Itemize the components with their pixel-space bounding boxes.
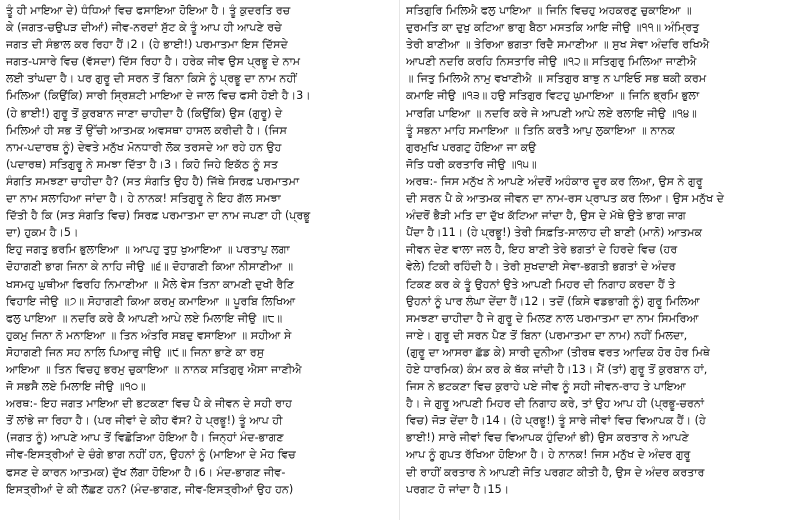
text-line: (ਜਗਤ ਨੂੰ) ਆਪਣੇ ਆਪ ਤੋਂ ਵਿਛੋੜਿਆ ਹੋਇਆ ਹੈ। ਜਿਨ੍ਹਾਂ ਮੰਦ-ਭਾਗਣ xyxy=(6,431,284,445)
text-line: ਦਿੱਤੀ ਹੈ ਕਿ (ਸਤ ਸੰਗਤਿ ਵਿਚ) ਸਿਰਫ਼ ਪਰਮਾਤਮਾ ਦਾ ਨਾਮ ਜਪਣਾ ਹੀ (ਪ੍ਰਭੂ xyxy=(6,209,311,223)
text-line: ਸਤਿਗੁਰਿ ਮਿਲਿਐ ਫਲੁ ਪਾਇਆ ॥ ਜਿਨਿ ਵਿਚਹੁ ਅਹਕਰਣੁ ਚੁਕਾਇਆ ॥ xyxy=(406,4,692,17)
text-line: (ਹੇ ਭਾਈ!) ਗੁਰੂ ਤੋਂ ਕੁਰਬਾਨ ਜਾਣਾ ਚਾਹੀਦਾ ਹੈ (ਕਿਉਂਕਿ) ਉਸ (ਗੁਰੂ) ਦੇ xyxy=(6,106,283,120)
text-line: ਦੋਹਾਗਣੀ ਭਾਗ ਜਿਨਾ ਕੇ ਨਾਹਿ ਜੀਉ ॥੬॥ ਦੋਹਾਗਣੀ ਕਿਆ ਨੀਸਾਣੀਆ ॥ xyxy=(6,260,294,274)
text-line: ਪਰਗਟ ਹੋ ਜਾਂਦਾ ਹੈ।15। xyxy=(406,482,510,496)
text-line: ਇਸਤ੍ਰੀਆਂ ਦੇ ਕੀ ਲੱਛਣ ਹਨ? (ਮੰਦ-ਭਾਗਣ, ਜੀਵ-ਇਸਤ੍ਰੀਆਂ ਉਹ ਹਨ) xyxy=(6,482,294,496)
column-divider xyxy=(399,0,400,520)
text-line: ਵਿਹਾਇ ਜੀਉ ॥੭॥ ਸੋਹਾਗਣੀ ਕਿਆ ਕਰਮੁ ਕਮਾਇਆ ॥ ਪੂਰਬਿ ਲਿਖਿਆ xyxy=(6,294,296,308)
text-line: ਉਹਨਾਂ ਨੂੰ ਪਾਰ ਲੰਘਾ ਦੇਂਦਾ ਹੈਂ।12। ਤਦੋਂ (ਕਿਸੇ ਵਡਭਾਗੀ ਨੂੰ) ਗੁਰੂ ਮਿਲਿਆ xyxy=(406,294,700,308)
text-line: ਅਰਥ:- ਜਿਸ ਮਨੁੱਖ ਨੇ ਆਪਣੇ ਅੰਦਰੋਂ ਅਹੰਕਾਰ ਦੂਰ ਕਰ ਲਿਆ, ਉਸ ਨੇ ਗੁਰੂ xyxy=(406,174,703,188)
text-line: ਮਿਲਿਆ (ਕਿਉਂਕਿ) ਸਾਰੀ ਸ੍ਰਿਸ਼ਟੀ ਮਾਇਆ ਦੇ ਜਾਲ ਵਿਚ ਫਸੀ ਹੋਈ ਹੈ।3। xyxy=(6,89,311,103)
text-line: ਜੀਵ-ਇਸਤ੍ਰੀਆਂ ਦੇ ਚੰਗੇ ਭਾਗ ਨਹੀਂ ਹਨ, ਉਹਨਾਂ ਨੂੰ (ਮਾਇਆ ਦੇ ਮੋਹ ਵਿਚ xyxy=(6,448,296,462)
text-line: ਮਾਰਗਿ ਪਾਇਆ ॥ ਨਦਰਿ ਕਰੇ ਜੇ ਆਪਣੀ ਆਪੇ ਲਏ ਰਲਾਇ ਜੀਉ ॥੧੪॥ xyxy=(406,106,697,120)
text-line: ਗੁਰਮੁਖਿ ਪਰਗਟੁ ਹੋਇਆ ਜਾ ਕਉ xyxy=(406,140,537,154)
text-line: ਨਾਮ-ਪਦਾਰਥ ਨੂੰ) ਦੇਵਤੇ ਮਨੁੱਖ ਮੋਨਧਾਰੀ ਲੋਕ ਤਰਸਦੇ ਆ ਰਹੇ ਹਨ ਉਹ xyxy=(6,140,282,154)
text-line: ਇਹੁ ਜਗਤੁ ਭਰਮਿ ਭੁਲਾਇਆ ॥ ਆਪਹੁ ਤੁਧੁ ਖੁਆਇਆ ॥ ਪਰਤਾਪੁ ਲਗਾ xyxy=(6,243,290,257)
text-line: ਤੇਰੀ ਬਾਣੀਆ ॥ ਤੇਰਿਆ ਭਗਤਾ ਰਿਦੈ ਸਮਾਣੀਆ ॥ ਸੁਖ ਸੇਵਾ ਅੰਦਰਿ ਰਖਿਐ xyxy=(406,38,710,52)
text-line: ਹੈ। ਜੇ ਗੁਰੂ ਆਪਣੀ ਮਿਹਰ ਦੀ ਨਿਗਾਹ ਕਰੇ, ਤਾਂ ਉਹ ਆਪ ਹੀ (ਪ੍ਰਭੂ-ਚਰਨਾਂ xyxy=(406,397,705,411)
text-line: ਸਮਝਣਾ ਚਾਹੀਦਾ ਹੈ ਜੇ ਗੁਰੂ ਦੇ ਮਿਲਣ ਨਾਲ ਪਰਮਾਤਮਾ ਦਾ ਨਾਮ ਸਿਮਰਿਆ xyxy=(406,311,699,325)
right-column xyxy=(406,2,794,518)
text-line: ਹੁਕਮੁ ਜਿਨਾ ਨੋ ਮਨਾਇਆ ॥ ਤਿਨ ਅੰਤਰਿ ਸਬਦੁ ਵਸਾਇਆ ॥ ਸਹੀਆ ਸੇ xyxy=(6,328,292,342)
text-line: ਖਸਮਹੁ ਘੁਥੀਆ ਫਿਰਹਿ ਨਿਮਾਣੀਆ ॥ ਮੈਲੇ ਵੇਸ ਤਿਨਾ ਕਾਮਣੀ ਦੁਖੀ ਰੈਣਿ xyxy=(6,277,295,291)
text-line: ਵਿਚ) ਜੋੜ ਦੇਂਦਾ ਹੈ।14। (ਹੇ ਪ੍ਰਭੂ!) ਤੂੰ ਸਾਰੇ ਜੀਵਾਂ ਵਿਚ ਵਿਆਪਕ ਹੈਂ। (ਹੇ xyxy=(406,414,706,428)
text-line: ਹੋਏ ਧਾਰਮਿਕ) ਕੰਮ ਕਰ ਕੇ ਥੱਕ ਜਾਂਦੀ ਹੈ।13। ਮੈਂ (ਤਾਂ) ਗੁਰੂ ਤੋਂ ਕੁਰਬਾਨ ਹਾਂ, xyxy=(406,362,708,376)
text-line: ਦੁਰਮਤਿ ਕਾ ਦੁਖੁ ਕਟਿਆ ਭਾਗੁ ਬੈਠਾ ਮਸਤਕਿ ਆਇ ਜੀਉ ॥੧੧॥ ਅੰਮ੍ਰਿਤੁ xyxy=(406,21,700,35)
text-line: ਕਮਾਇ ਜੀਉ ॥੧੩॥ ਹਉ ਸਤਿਗੁਰ ਵਿਟਹੁ ਘੁਮਾਇਆ ॥ ਜਿਨਿ ਭ੍ਰਮਿ ਭੁਲਾ xyxy=(406,89,700,103)
text-line: ਮਿਲਿਆਂ ਹੀ ਸਭ ਤੋਂ ਉੱਚੀ ਆਤਮਕ ਅਵਸਥਾ ਹਾਸਲ ਕਰੀਦੀ ਹੈ। (ਜਿਸ xyxy=(6,123,287,137)
text-line: ਫਲੁ ਪਾਇਆ ॥ ਨਦਰਿ ਕਰੇ ਕੈ ਆਪਣੀ ਆਪੇ ਲਏ ਮਿਲਾਇ ਜੀਉ ॥੮॥ xyxy=(6,311,283,325)
text-line: ਜੋਤਿ ਧਰੀ ਕਰਤਾਰਿ ਜੀਉ ॥੧੫॥ xyxy=(406,157,537,171)
text-line: ਆਪ ਨੂੰ ਗੁਪਤ ਰੱਖਿਆ ਹੋਇਆ ਹੈ। ਹੇ ਨਾਨਕ! ਜਿਸ ਮਨੁੱਖ ਦੇ ਅੰਦਰ ਗੁਰੂ xyxy=(406,448,691,462)
text-line: ਜੋ ਸਭਸੈ ਲਏ ਮਿਲਾਇ ਜੀਉ ॥੧੦॥ xyxy=(6,380,146,394)
text-line: ਦੀ ਰਾਹੀਂ ਕਰਤਾਰ ਨੇ ਆਪਣੀ ਜੋਤਿ ਪਰਗਟ ਕੀਤੀ ਹੈ, ਉਸ ਦੇ ਅੰਦਰ ਕਰਤਾਰ xyxy=(406,465,705,479)
text-line: ਜਿਸ ਨੇ ਭਟਕਣਾ ਵਿਚ ਕੁਰਾਹੇ ਪਏ ਜੀਵ ਨੂੰ ਸਹੀ ਜੀਵਨ-ਰਾਹ ਤੇ ਪਾਇਆ xyxy=(406,380,686,394)
text-line: ਪੈਂਦਾ ਹੈ।11। (ਹੇ ਪ੍ਰਭੂ!) ਤੇਰੀ ਸਿਫ਼ਤਿ-ਸਾਲਾਹ ਦੀ ਬਾਣੀ (ਮਾਨੋ) ਆਤਮਕ xyxy=(406,226,703,240)
text-line: ਲਈ ਤਾਂਘਦਾ ਹੈ। ਪਰ ਗੁਰੂ ਦੀ ਸਰਨ ਤੋਂ ਬਿਨਾ ਕਿਸੇ ਨੂੰ ਪ੍ਰਭੂ ਦਾ ਨਾਮ ਨਹੀਂ xyxy=(6,72,297,86)
text-line: ਅਰਥ:- ਇਹ ਜਗਤ ਮਾਇਆ ਦੀ ਭਟਕਣਾ ਵਿਚ ਪੈ ਕੇ ਜੀਵਨ ਦੇ ਸਹੀ ਰਾਹ xyxy=(6,397,293,411)
text-line: ਆਪਣੀ ਨਦਰਿ ਕਰਹਿ ਨਿਸਤਾਰਿ ਜੀਉ ॥੧੨॥ ਸਤਿਗੁਰੁ ਮਿਲਿਆ ਜਾਣੀਐ xyxy=(406,55,697,69)
text-line: ਤੂੰ ਹੀ ਮਾਇਆ ਦੇ) ਧੰਧਿਆਂ ਵਿਚ ਫਸਾਇਆ ਹੋਇਆ ਹੈ। ਤੂੰ ਕੁਦਰਤਿ ਰਚ xyxy=(6,4,291,17)
text-line: ਸੋਹਾਗਣੀ ਜਿਨ ਸਹ ਨਾਲਿ ਪਿਆਰੁ ਜੀਉ ॥੯॥ ਜਿਨਾ ਭਾਣੇ ਕਾ ਰਸੁ xyxy=(6,345,265,359)
left-column xyxy=(6,2,394,518)
text-line: ਜਗਤ ਦੀ ਸੰਭਾਲ ਕਰ ਰਿਹਾ ਹੈਂ।2। (ਹੇ ਭਾਈ!) ਪਰਮਾਤਮਾ ਇਸ ਦਿੱਸਦੇ xyxy=(6,38,288,52)
text-line: ॥ ਜਿਤੁ ਮਿਲਿਐ ਨਾਮੁ ਵਖਾਣੀਐ ॥ ਸਤਿਗੁਰ ਬਾਝੁ ਨ ਪਾਇਓ ਸਭ ਥਕੀ ਕਰਮ xyxy=(406,72,707,86)
text-line: ਤੂੰ ਸਭਨਾ ਮਾਹਿ ਸਮਾਇਆ ॥ ਤਿਨਿ ਕਰਤੈ ਆਪੁ ਲੁਕਾਇਆ ॥ ਨਾਨਕ xyxy=(406,123,676,137)
text-line: ਜੀਵਨ ਦੇਣ ਵਾਲਾ ਜਲ ਹੈ, ਇਹ ਬਾਣੀ ਤੇਰੇ ਭਗਤਾਂ ਦੇ ਹਿਰਦੇ ਵਿਚ (ਹਰ xyxy=(406,243,678,257)
text-line: ਦਾ ਨਾਮ ਸਲਾਹਿਆ ਜਾਂਦਾ ਹੈ। ਹੇ ਨਾਨਕ! ਸਤਿਗੁਰੂ ਨੇ ਇਹ ਗੱਲ ਸਮਝਾ xyxy=(6,192,281,206)
text-line: ਵੇਲੇ) ਟਿਕੀ ਰਹਿੰਦੀ ਹੈ। ਤੇਰੀ ਸੁਖਦਾਈ ਸੇਵਾ-ਭਗਤੀ ਭਗਤਾਂ ਦੇ ਅੰਦਰ xyxy=(406,260,676,274)
text-line: ਜਗਤ-ਪਸਾਰੇ ਵਿਚ (ਵੱਸਦਾ) ਦਿੱਸ ਰਿਹਾ ਹੈ। ਹਰੇਕ ਜੀਵ ਉਸ ਪ੍ਰਭੂ ਦੇ ਨਾਮ xyxy=(6,55,301,69)
text-line: ਦੀ ਸਰਨ ਪੈ ਕੇ ਆਤਮਕ ਜੀਵਨ ਦਾ ਨਾਮ-ਰਸ ਪ੍ਰਾਪਤ ਕਰ ਲਿਆ। ਉਸ ਮਨੁੱਖ ਦੇ xyxy=(406,192,725,206)
text-line: (ਪਦਾਰਥ) ਸਤਿਗੁਰੂ ਨੇ ਸਮਝਾ ਦਿੱਤਾ ਹੈ।3। ਕਿਹੋ ਜਿਹੇ ਇਕੱਠ ਨੂੰ ਸਤ xyxy=(6,157,279,171)
text-line: (ਗੁਰੂ ਦਾ ਆਸਰਾ ਛੱਡ ਕੇ) ਸਾਰੀ ਦੁਨੀਆ (ਤੀਰਥ ਵਰਤ ਆਦਿਕ ਹੋਰ ਹੋਰ ਮਿਥੇ xyxy=(406,345,710,359)
text-line: ਦਾ) ਹੁਕਮ ਹੈ।5। xyxy=(6,226,79,240)
text-line: ਕੇ (ਜਗਤ-ਚਉਪੜ ਦੀਆਂ) ਜੀਵ-ਨਰਦਾਂ ਸੁੱਟ ਕੇ ਤੂੰ ਆਪ ਹੀ ਆਪਣੇ ਰਚੇ xyxy=(6,21,282,35)
text-line: ਅੰਦਰੋਂ ਭੈੜੀ ਮਤਿ ਦਾ ਦੁੱਖ ਕੱਟਿਆ ਜਾਂਦਾ ਹੈ, ਉਸ ਦੇ ਮੱਥੇ ਉਤੇ ਭਾਗ ਜਾਗ xyxy=(406,209,686,223)
text-line: ਤੋਂ ਲਾਂਭੇ ਜਾ ਰਿਹਾ ਹੈ। (ਪਰ ਜੀਵਾਂ ਦੇ ਕੀਹ ਵੱਸ? ਹੇ ਪ੍ਰਭੂ!) ਤੂੰ ਆਪ ਹੀ xyxy=(6,414,283,428)
text-line: ਫਸਣ ਦੇ ਕਾਰਨ ਆਤਮਕ) ਦੁੱਖ ਲੱਗਾ ਹੋਇਆ ਹੈ।6। ਮੰਦ-ਭਾਗਣ ਜੀਵ- xyxy=(6,465,286,479)
text-line: ਆਇਆ ॥ ਤਿਨ ਵਿਚਹੁ ਭਰਮੁ ਚੁਕਾਇਆ ॥ ਨਾਨਕ ਸਤਿਗੁਰੁ ਐਸਾ ਜਾਣੀਐ xyxy=(6,362,302,376)
text-line: ਭਾਈ!) ਸਾਰੇ ਜੀਵਾਂ ਵਿਚ ਵਿਆਪਕ ਹੁੰਦਿਆਂ ਭੀ) ਉਸ ਕਰਤਾਰ ਨੇ ਆਪਣੇ xyxy=(406,431,689,445)
text-line: ਟਿਕਣ ਕਰ ਕੇ ਤੂੰ ਉਹਨਾਂ ਉਤੇ ਆਪਣੀ ਮਿਹਰ ਦੀ ਨਿਗਾਹ ਕਰਦਾ ਹੈਂ ਤੇ xyxy=(406,277,676,291)
text-line: ਸੰਗਤਿ ਸਮਝਣਾ ਚਾਹੀਦਾ ਹੈ? (ਸਤ ਸੰਗਤਿ ਉਹ ਹੈ) ਜਿੱਥੇ ਸਿਰਫ਼ ਪਰਮਾਤਮਾ xyxy=(6,174,300,188)
text-line: ਜਾਏ। ਗੁਰੂ ਦੀ ਸਰਨ ਪੈਣ ਤੋਂ ਬਿਨਾ (ਪਰਮਾਤਮਾ ਦਾ ਨਾਮ) ਨਹੀਂ ਮਿਲਦਾ, xyxy=(406,328,688,342)
